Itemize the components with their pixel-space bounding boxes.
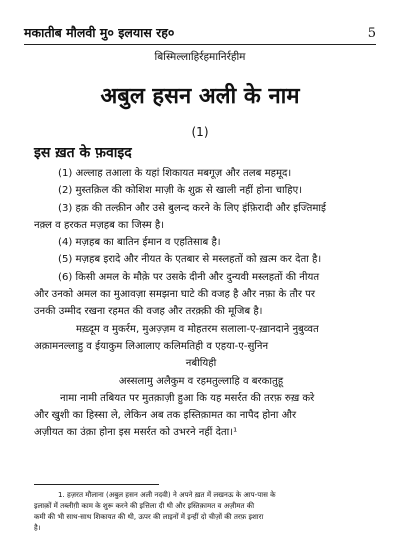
footnote-line: है।: [34, 523, 41, 532]
page-number: 5: [367, 26, 376, 41]
benefit-4: (4) मज़हब का बातिन ईमान व एहतिसाब है।: [58, 237, 221, 249]
footnote-line: इलाक़ों में तब्लीग़ी काम के शुरू करने की इत्तिला दी थी और इस्तिक़ामत व अज़ीमत की: [34, 501, 255, 510]
salutation-2: अक़ामनल्लाहु व ईयाकुम लिआलाए कलिमतिही व एहया-ए-सुनिन: [34, 340, 269, 352]
greeting: अस्सलामु अलैकुम व रहमतुल्लाहि व बरकातुहू: [118, 375, 284, 387]
subheading: इस ख़त के फ़वाइद: [34, 145, 132, 161]
letter-title: अबुल हसन अली के नाम: [100, 84, 300, 109]
benefit-5: (5) मज़हब इरादे और नीयत के एतबार से मस्लहतों को ख़त्म कर देता है।: [58, 254, 322, 266]
footnote-line: 1. हज़रत मौलाना (अबुल हसन अली नदवी) ने अपने ख़त में लखनऊ के आप-पास के: [58, 490, 276, 499]
letter-body-3: अज़ीयत का उंक़ा होना इस मसर्रत को उभरने नहीं देता।¹: [34, 427, 238, 439]
benefit-3: (3) हक़ की तल्क़ीन और उसे बुलन्द करने के लिए इंफ़िरादी और इज्तिमाई: [58, 202, 326, 214]
bismillah: बिस्मिल्लाहिर्रहमानिर्रहीम: [154, 51, 246, 63]
benefit-1: (1) अल्लाह तआला के यहां शिकायत मबगूज़ और तलब महमूद।: [58, 168, 292, 179]
running-header: [24, 20, 376, 45]
section-number: (1): [191, 125, 209, 139]
body-text: [34, 165, 368, 442]
footnote-line: कमी की भी साथ-साथ शिकायत की थी, ऊपर की लाइनों में इन्हीं दो चीज़ों की तरफ़ इशारा: [34, 512, 264, 521]
salutation-1: मख़्दूम व मुकर्रम, मुअज़्ज़म व मोहतरम सलाला-ए-ख़ानदाने नुबुव्वत: [76, 323, 319, 335]
header-title: मकातीब मौलवी मु० इलयास रह०: [24, 25, 175, 40]
footnote-divider: [34, 484, 159, 485]
salutation-3: नबीयिही: [185, 358, 217, 370]
benefit-2: (2) मुस्तक़िल की कोशिश माज़ी के शुक्र से खाली नहीं होना चाहिए।: [58, 185, 303, 197]
letter-body-2: और खुशी का हिस्सा ले, लेकिन अब तक इस्तिक़ामत का नापैद होना और: [34, 410, 297, 422]
benefit-6-cont-1: और उनको अमल का मुआवज़ा समझना घाटे की वजह है और नफ़ा के तौर पर: [34, 289, 316, 301]
letter-body-1: नामा नामी तबियत पर मुतक़ाज़ी हुआ कि यह मसर्रत की तरफ़ रुख़ करे: [60, 392, 315, 404]
benefit-3-cont: नक़्ल व हरकत मज़हब का जिस्म है।: [34, 219, 165, 231]
footnote: [34, 489, 368, 533]
benefit-6-cont-2: उनकी उम्मीद रखना रहमत की वजह और तरक़्क़ी की मूजिब है।: [34, 306, 263, 318]
benefit-6: (6) किसी अमल के मौक़े पर उसके दीनी और दुन्यवी मस्लहतों की नीयत: [58, 271, 320, 283]
